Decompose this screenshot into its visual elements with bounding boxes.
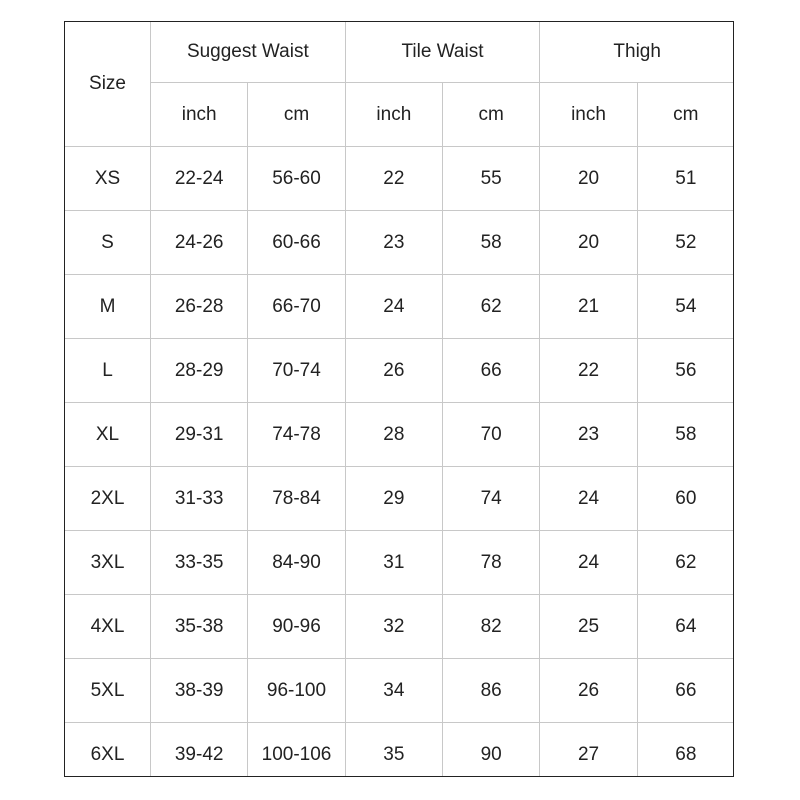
table-row: [65, 147, 735, 211]
measurement-cell: 22: [540, 339, 637, 403]
measurement-cell: 35-38: [151, 595, 248, 659]
measurement-cell: 24-26: [151, 211, 248, 275]
table-row: [65, 531, 735, 595]
measurement-cell: 20: [540, 211, 637, 275]
table-row: [65, 339, 735, 403]
size-chart-frame: [64, 21, 734, 777]
measurement-cell: 32: [345, 595, 442, 659]
unit-header-row: [65, 83, 735, 147]
size-column-header: Size: [65, 22, 151, 147]
measurement-cell: 100-106: [248, 723, 345, 778]
measurement-cell: 24: [540, 531, 637, 595]
size-label-cell: 6XL: [65, 723, 151, 778]
measurement-cell: 55: [443, 147, 540, 211]
size-label-cell: L: [65, 339, 151, 403]
measurement-cell: 66-70: [248, 275, 345, 339]
measurement-cell: 22: [345, 147, 442, 211]
measurement-cell: 62: [637, 531, 734, 595]
measurement-cell: 51: [637, 147, 734, 211]
measurement-cell: 58: [443, 211, 540, 275]
size-label-cell: XL: [65, 403, 151, 467]
measurement-cell: 26: [345, 339, 442, 403]
measurement-cell: 68: [637, 723, 734, 778]
measurement-cell: 25: [540, 595, 637, 659]
measurement-cell: 28: [345, 403, 442, 467]
unit-header: inch: [540, 83, 637, 147]
measurement-cell: 60-66: [248, 211, 345, 275]
group-header-row: [65, 22, 735, 83]
size-label-cell: 5XL: [65, 659, 151, 723]
measurement-cell: 90: [443, 723, 540, 778]
measurement-cell: 29-31: [151, 403, 248, 467]
measurement-cell: 22-24: [151, 147, 248, 211]
measurement-cell: 31: [345, 531, 442, 595]
measurement-cell: 35: [345, 723, 442, 778]
measurement-cell: 60: [637, 467, 734, 531]
measurement-cell: 20: [540, 147, 637, 211]
measurement-cell: 23: [345, 211, 442, 275]
measurement-cell: 84-90: [248, 531, 345, 595]
measurement-cell: 33-35: [151, 531, 248, 595]
unit-header: cm: [248, 83, 345, 147]
measurement-cell: 70: [443, 403, 540, 467]
measurement-cell: 64: [637, 595, 734, 659]
table-row: [65, 595, 735, 659]
measurement-cell: 86: [443, 659, 540, 723]
measurement-cell: 62: [443, 275, 540, 339]
measurement-cell: 70-74: [248, 339, 345, 403]
size-label-cell: 2XL: [65, 467, 151, 531]
unit-header: cm: [637, 83, 734, 147]
measurement-cell: 38-39: [151, 659, 248, 723]
measurement-cell: 90-96: [248, 595, 345, 659]
measurement-cell: 31-33: [151, 467, 248, 531]
size-label-cell: S: [65, 211, 151, 275]
table-row: [65, 659, 735, 723]
unit-header: inch: [151, 83, 248, 147]
measurement-cell: 27: [540, 723, 637, 778]
group-header-tile-waist: Tile Waist: [345, 22, 540, 83]
size-chart-table: [64, 21, 734, 777]
size-label-cell: 3XL: [65, 531, 151, 595]
size-label-cell: M: [65, 275, 151, 339]
table-row: [65, 211, 735, 275]
measurement-cell: 34: [345, 659, 442, 723]
measurement-cell: 78-84: [248, 467, 345, 531]
group-header-thigh: Thigh: [540, 22, 734, 83]
measurement-cell: 66: [637, 659, 734, 723]
measurement-cell: 56-60: [248, 147, 345, 211]
unit-header: inch: [345, 83, 442, 147]
size-label-cell: XS: [65, 147, 151, 211]
measurement-cell: 78: [443, 531, 540, 595]
table-row: [65, 467, 735, 531]
group-header-suggest-waist: Suggest Waist: [151, 22, 346, 83]
measurement-cell: 28-29: [151, 339, 248, 403]
measurement-cell: 26-28: [151, 275, 248, 339]
measurement-cell: 54: [637, 275, 734, 339]
measurement-cell: 56: [637, 339, 734, 403]
measurement-cell: 96-100: [248, 659, 345, 723]
measurement-cell: 82: [443, 595, 540, 659]
size-label-cell: 4XL: [65, 595, 151, 659]
measurement-cell: 21: [540, 275, 637, 339]
table-row: [65, 275, 735, 339]
measurement-cell: 39-42: [151, 723, 248, 778]
measurement-cell: 26: [540, 659, 637, 723]
measurement-cell: 74-78: [248, 403, 345, 467]
measurement-cell: 24: [345, 275, 442, 339]
measurement-cell: 29: [345, 467, 442, 531]
measurement-cell: 74: [443, 467, 540, 531]
measurement-cell: 23: [540, 403, 637, 467]
table-row: [65, 403, 735, 467]
measurement-cell: 58: [637, 403, 734, 467]
measurement-cell: 24: [540, 467, 637, 531]
measurement-cell: 66: [443, 339, 540, 403]
unit-header: cm: [443, 83, 540, 147]
measurement-cell: 52: [637, 211, 734, 275]
table-row: [65, 723, 735, 778]
size-chart-body: [65, 22, 735, 778]
